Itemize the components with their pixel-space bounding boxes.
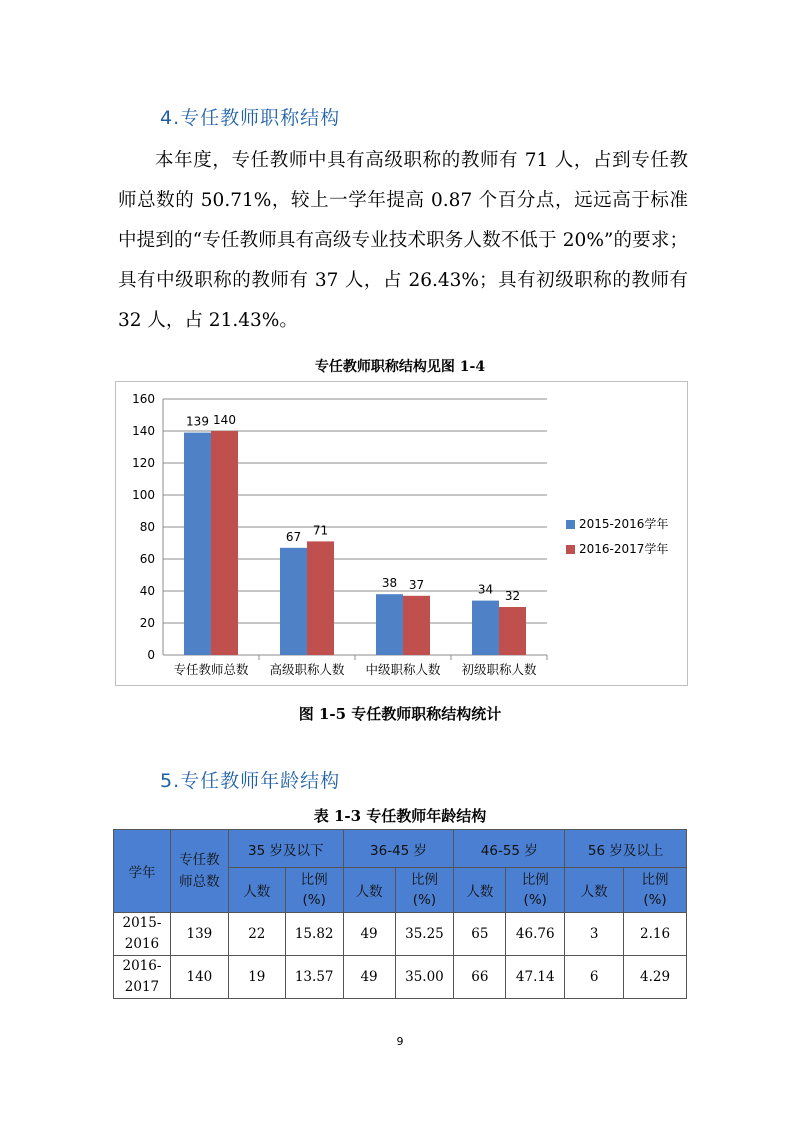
cell-ratio: 13.57 — [285, 956, 343, 999]
cell-ratio: 35.25 — [395, 913, 454, 956]
cell-year-end: 2017 — [124, 979, 160, 995]
bar — [280, 548, 307, 655]
subheader-count: 人数 — [565, 868, 624, 913]
legend-swatch — [566, 520, 575, 529]
cell-year — [114, 956, 171, 999]
header-total — [170, 830, 228, 913]
x-tick-label: 初级职称人数 — [461, 662, 537, 677]
y-tick-label: 140 — [132, 424, 155, 438]
legend-swatch — [566, 545, 575, 554]
page-number: 9 — [396, 1035, 404, 1048]
cell-year-start: 2015- — [122, 915, 162, 931]
data-label: 32 — [504, 589, 521, 603]
bar — [472, 601, 499, 655]
header-year: 学年 — [114, 830, 171, 913]
x-tick-label: 专任教师总数 — [173, 662, 249, 677]
y-tick-label: 20 — [139, 616, 155, 630]
cell-count: 19 — [228, 956, 285, 999]
y-tick-label: 40 — [139, 584, 155, 598]
subheader-ratio-unit: (%) — [302, 892, 326, 908]
data-label: 71 — [312, 523, 329, 538]
section-heading-age-structure: 5.专任教师年龄结构 — [160, 770, 341, 792]
table-row — [114, 956, 687, 999]
subheader-count: 人数 — [228, 868, 285, 913]
table-caption: 表 1-3 专任教师年龄结构 — [313, 807, 487, 825]
data-label: 34 — [477, 582, 494, 597]
data-label: 139 — [186, 414, 209, 429]
cell-ratio: 35.00 — [395, 956, 454, 999]
data-label: 37 — [408, 577, 425, 592]
bar-chart — [115, 381, 688, 686]
x-tick-label: 高级职称人数 — [269, 662, 345, 677]
cell-ratio: 2.16 — [624, 913, 687, 956]
x-tick-label: 中级职称人数 — [365, 662, 441, 677]
age-structure-table — [113, 829, 687, 999]
cell-count: 66 — [454, 956, 506, 999]
cell-count: 49 — [343, 913, 395, 956]
data-label: 38 — [381, 576, 398, 591]
subheader-ratio-label: 比例 — [300, 872, 328, 888]
legend-label: 2015-2016学年 — [579, 517, 669, 531]
bar — [403, 596, 430, 655]
bar — [184, 433, 211, 655]
subheader-ratio-unit: (%) — [523, 892, 547, 908]
chart-title: 专任教师职称结构见图 1-4 — [314, 359, 486, 375]
cell-ratio: 4.29 — [624, 956, 687, 999]
subheader-ratio-label: 比例 — [641, 872, 669, 888]
subheader-count: 人数 — [343, 868, 395, 913]
cell-year-end: 2016 — [124, 936, 160, 952]
y-tick-label: 80 — [139, 520, 155, 534]
header-group: 46-55 岁 — [454, 830, 565, 868]
data-label: 67 — [285, 529, 302, 544]
subheader-ratio — [395, 868, 454, 913]
bar-chart-svg — [116, 382, 687, 685]
subheader-ratio-label: 比例 — [521, 872, 549, 888]
header-group: 56 岁及以上 — [565, 830, 687, 868]
cell-year — [114, 913, 171, 956]
y-tick-label: 160 — [132, 392, 155, 406]
y-tick-label: 120 — [132, 456, 155, 470]
cell-count: 65 — [454, 913, 506, 956]
subheader-ratio-label: 比例 — [410, 872, 438, 888]
section-paragraph: 本年度，专任教师中具有高级职称的教师有 71 人，占到专任教师总数的 50.71%，较上一学年提高 0.87 个百分点，远远高于标准中提到的“专任教师具有高级专业技术职务人数不低于 20%”的要求；具有中级职称的教师有 37 人，占 26.43%；具有初级职称的教师有 32 人，占 21.43%。 — [118, 150, 688, 331]
subheader-ratio-unit: (%) — [412, 892, 437, 908]
cell-ratio: 46.76 — [506, 913, 565, 956]
section-heading-title-structure: 4.专任教师职称结构 — [160, 107, 341, 129]
header-group: 36-45 岁 — [343, 830, 454, 868]
cell-count: 3 — [565, 913, 624, 956]
header-group: 35 岁及以下 — [228, 830, 343, 868]
bar — [499, 607, 526, 655]
legend-label: 2016-2017学年 — [579, 542, 669, 556]
subheader-ratio — [624, 868, 687, 913]
cell-count: 22 — [228, 913, 285, 956]
subheader-ratio — [506, 868, 565, 913]
cell-count: 49 — [343, 956, 395, 999]
bar — [211, 431, 238, 655]
subheader-count: 人数 — [454, 868, 506, 913]
subheader-ratio-unit: (%) — [643, 892, 667, 908]
cell-count: 6 — [565, 956, 624, 999]
cell-ratio: 47.14 — [506, 956, 565, 999]
cell-total: 139 — [170, 913, 228, 956]
y-tick-label: 100 — [132, 488, 155, 502]
bar — [307, 541, 334, 655]
y-tick-label: 60 — [139, 552, 155, 566]
header-total-text: 专任教师总数 — [179, 852, 220, 890]
table-row — [114, 913, 687, 956]
cell-year-start: 2016- — [122, 958, 162, 974]
table-body — [114, 913, 687, 999]
data-label: 140 — [213, 413, 236, 427]
subheader-ratio — [285, 868, 343, 913]
cell-total: 140 — [170, 956, 228, 999]
y-tick-label: 0 — [147, 648, 155, 662]
figure-caption: 图 1-5 专任教师职称结构统计 — [298, 705, 502, 723]
cell-ratio: 15.82 — [285, 913, 343, 956]
bar — [376, 594, 403, 655]
